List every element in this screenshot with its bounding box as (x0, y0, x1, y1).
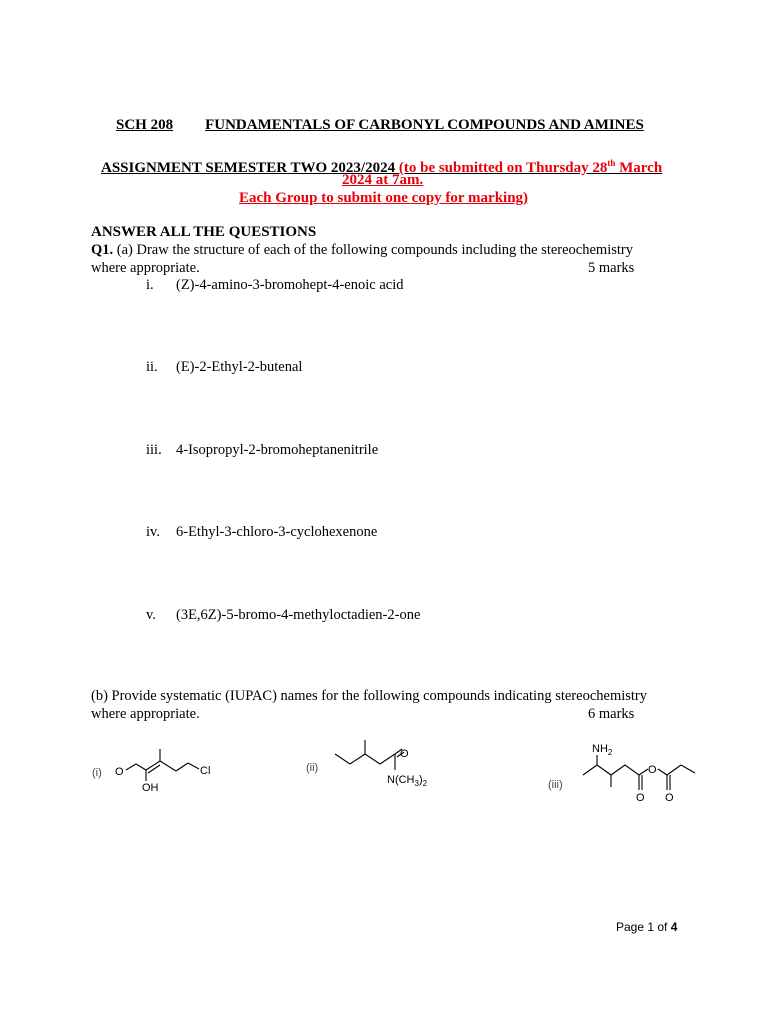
item-number: i. (146, 277, 154, 293)
course-title: FUNDAMENTALS OF CARBONYL COMPOUNDS AND AMINES (205, 117, 644, 133)
atom-label: O (648, 764, 657, 776)
group-note: Each Group to submit one copy for marking) (239, 190, 529, 206)
atom-label: Cl (200, 765, 211, 777)
item-text: 6-Ethyl-3-chloro-3-cyclohexenone (176, 524, 378, 540)
atom-label: O (400, 748, 409, 760)
atom-label: OH (142, 782, 159, 794)
atom-label: $N(CH_3)_2$ (387, 774, 428, 788)
chemical-structures (80, 735, 720, 815)
assignment-label: ASSIGNMENT SEMESTER TWO 2023/2024 (101, 160, 396, 176)
item-number: iii. (146, 442, 162, 458)
q1b-text: (b) Provide systematic (IUPAC) names for the following compounds indicating stereochemistry (91, 688, 647, 704)
list-item (146, 359, 546, 379)
q1a-marks: 5 marks (588, 260, 635, 276)
deadline-line-2: 2024 at 7am. (342, 172, 424, 188)
atom-label: O (115, 766, 124, 778)
page-number: Page 1 of 4 (616, 920, 678, 934)
list-item (146, 442, 546, 462)
instructions-heading: ANSWER ALL THE QUESTIONS (91, 224, 317, 240)
q1b-marks: 6 marks (588, 706, 635, 722)
deadline-text: (to be submitted on Thursday 28th March (398, 158, 663, 176)
course-title-line (116, 117, 644, 134)
list-item (146, 524, 546, 544)
item-text: 4-Isopropyl-2-bromoheptanenitrile (176, 442, 379, 458)
item-text: (E)-2-Ethyl-2-butenal (176, 359, 303, 375)
q1a-text-line2: where appropriate. (91, 260, 200, 276)
item-number: v. (146, 607, 156, 623)
course-code: SCH 208 (116, 117, 174, 133)
item-number: ii. (146, 359, 158, 375)
list-item (146, 607, 546, 627)
q1b-text-line2: where appropriate. (91, 706, 200, 722)
structure-label: (ii) (306, 762, 319, 774)
item-text: (3E,6Z)-5-bromo-4-methyloctadien-2-one (176, 607, 421, 623)
atom-label: O (636, 792, 645, 804)
list-item (146, 277, 546, 297)
item-text: (Z)-4-amino-3-bromohept-4-enoic acid (176, 277, 404, 293)
item-number: iv. (146, 524, 160, 540)
structure-label: (iii) (548, 779, 563, 791)
atom-label: $NH_2$ (592, 743, 613, 757)
structure-label: (i) (92, 767, 102, 779)
atom-label: O (665, 792, 674, 804)
q1a-text: Q1. (a) Draw the structure of each of the following compounds including the stereochemistry (91, 242, 633, 258)
question-number: Q1. (91, 242, 114, 258)
